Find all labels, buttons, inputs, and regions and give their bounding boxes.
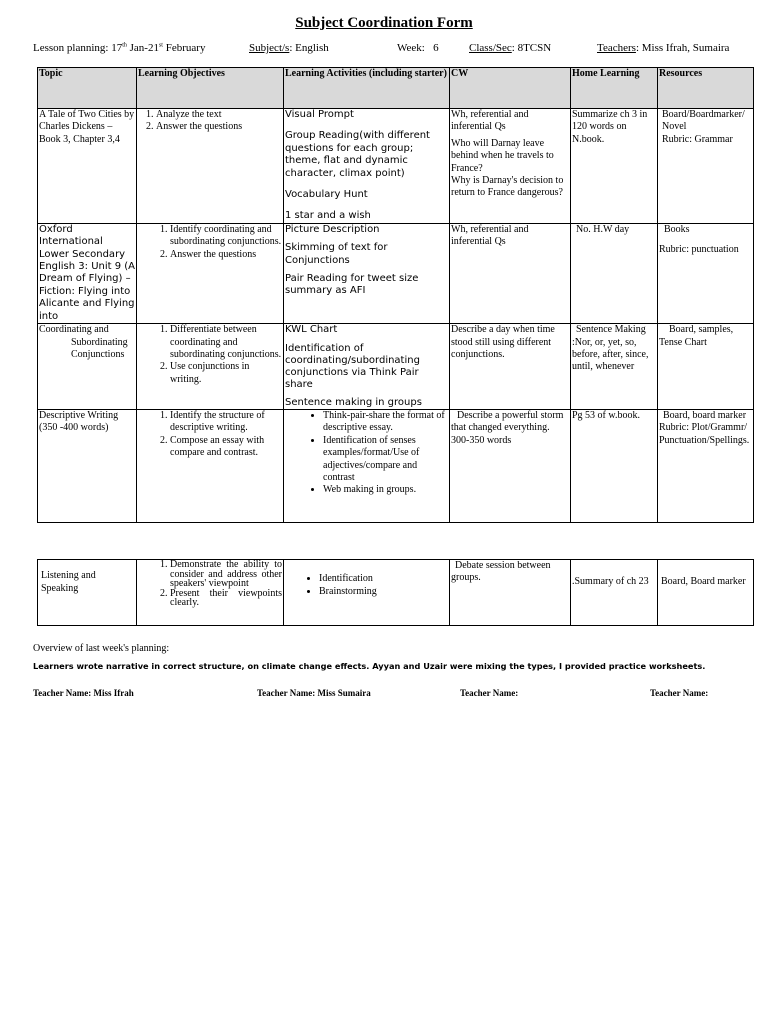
cw-line: Who will Darnay leave behind when he travels to France?: [451, 137, 554, 174]
activity-item: • Think-pair-share the format of descriptive essay.: [323, 410, 448, 435]
activities-cell: [284, 560, 450, 626]
cw-cell: Wh, referential and inferential Qs: [450, 223, 571, 323]
column-header-home-learning: Home Learning: [571, 68, 658, 109]
activity-item: Identification of coordinating/subordinating conjunctions via Think Pair share: [285, 342, 420, 390]
lesson-planning-dates: Lesson planning: 17th Jan-21st February: [33, 42, 206, 54]
activity-item: Picture Description: [285, 223, 380, 235]
resource-line: Board/Boardmarker/ Novel: [662, 109, 745, 133]
cw-text: Debate session between groups.: [451, 560, 551, 584]
resource-line: Books: [664, 223, 690, 235]
objective-item: 1. Demonstrate the ability to consider and address other speakers' viewpoint: [170, 560, 282, 589]
activities-cell: [284, 109, 450, 224]
objective-item: 1. Identify coordinating and subordinating conjunctions.: [170, 224, 282, 249]
activity-item: Sentence making in groups: [285, 396, 422, 408]
activity-item: • Identification: [319, 573, 448, 585]
teacher-name-2: Teacher Name: Miss Sumaira: [257, 688, 371, 698]
home-learning-cell: [571, 223, 658, 323]
resources-cell: [658, 223, 754, 323]
teacher-name-3: Teacher Name:: [460, 688, 519, 698]
objectives-cell: [137, 409, 284, 522]
activity-item: Skimming of text for Conjunctions: [285, 242, 388, 266]
table-row: [38, 324, 754, 410]
cw-line: 300-350 words: [451, 434, 512, 446]
objective-item: 1. Identify the structure of descriptive writing.: [170, 410, 282, 435]
overview-text: Learners wrote narrative in correct structure, on climate change effects. Ayyan and Uzair were mixing the types, I provided practice worksheets.: [33, 661, 706, 671]
resource-text: Board, samples, Tense Chart: [659, 324, 734, 348]
activity-item: Vocabulary Hunt: [285, 189, 368, 201]
activity-item: Pair Reading for tweet size summary as AFI: [285, 273, 419, 297]
week-field: Week: 6: [397, 42, 439, 54]
activity-item: Visual Prompt: [285, 109, 354, 120]
activity-item: Group Reading(with different questions for each group; theme, flat and dynamic character, climax point): [285, 130, 430, 179]
subject-field: Subject/s: English: [249, 42, 329, 54]
class-section-field: Class/Sec: 8TCSN: [469, 42, 552, 54]
objectives-cell: [137, 324, 284, 410]
table-row: [38, 109, 754, 224]
objectives-cell: [137, 560, 284, 626]
topic-cell: [38, 324, 137, 410]
objective-item: 2. Use conjunctions in writing.: [170, 361, 282, 386]
resources-cell: [658, 109, 754, 224]
resource-line: Board, board marker: [663, 409, 747, 421]
table-header-row: [38, 68, 754, 109]
cw-line: Why is Darnay's decision to return to France dangerous?: [451, 175, 564, 199]
cw-line: Wh, referential and inferential Qs: [451, 109, 529, 133]
overview-label: Overview of last week's planning:: [33, 643, 170, 654]
cw-cell: Describe a day when time stood still using different conjunctions.: [450, 324, 571, 410]
topic-line: Subordinating: [71, 336, 128, 348]
column-header-resources: Resources: [658, 68, 754, 109]
cw-cell: [450, 109, 571, 224]
teachers-field: Teachers: Miss Ifrah, Sumaira: [597, 42, 730, 54]
cw-cell: [450, 560, 571, 626]
home-learning-cell: Summarize ch 3 in 120 words on N.book.: [571, 109, 658, 224]
table-row: [38, 409, 754, 522]
page-title: Subject Coordination Form: [295, 15, 473, 31]
activity-item: • Identification of senses examples/format/Use of adjectives/compare and contrast: [323, 435, 448, 485]
objective-item: 2. Compose an essay with compare and contrast.: [170, 435, 282, 460]
activities-cell: [284, 324, 450, 410]
cw-line: Describe a powerful storm that changed everything.: [451, 409, 564, 434]
resource-line: Rubric: punctuation: [659, 244, 739, 256]
home-learning-text: Sentence Making :Nor, or, yet, so, before, after, since, until, whenever: [572, 324, 649, 373]
topic-cell: Descriptive Writing (350 -400 words): [38, 409, 137, 522]
activity-item: • Web making in groups.: [323, 484, 448, 496]
objective-item: 2. Present their viewpoints clearly.: [170, 589, 282, 608]
objective-item: 1. Differentiate between coordinating and subordinating conjunctions.: [170, 324, 282, 361]
column-header-topic: Topic: [38, 68, 137, 109]
topic-line: Coordinating and: [39, 324, 109, 336]
topic-cell: Listening and Speaking: [38, 560, 137, 626]
planning-table: [37, 67, 754, 523]
objective-item: 2. Answer the questions: [170, 249, 282, 261]
topic-cell: Oxford International Lower Secondary English 3: Unit 9 (A Dream of Flying) – Fiction: Flying into Alicante and Flying into: [39, 223, 136, 322]
table-row: [38, 560, 754, 626]
table-row: [38, 223, 754, 323]
cw-cell: [450, 409, 571, 522]
planning-table-continued: [37, 559, 754, 626]
activities-cell: [284, 223, 450, 323]
column-header-objectives: Learning Objectives: [137, 68, 284, 109]
activities-cell: [284, 409, 450, 522]
resources-cell: [658, 324, 754, 410]
objective-item: 1. Analyze the text: [156, 109, 282, 121]
teacher-name-4: Teacher Name:: [650, 688, 709, 698]
resource-line: Rubric: Plot/Grammr/Punctuation/Spellings.: [659, 422, 750, 446]
objectives-cell: [137, 109, 284, 224]
topic-cell: A Tale of Two Cities by Charles Dickens – Book 3, Chapter 3,4: [38, 109, 137, 224]
activity-item: KWL Chart: [285, 324, 338, 336]
resource-line: Rubric: Grammar: [662, 133, 733, 145]
resources-cell: Board, Board marker: [658, 560, 754, 626]
objectives-cell: [137, 223, 284, 323]
column-header-activities: Learning Activities (including starter): [284, 68, 450, 109]
resources-cell: [658, 409, 754, 522]
column-header-cw: CW: [450, 68, 571, 109]
home-learning-cell: .Summary of ch 23: [571, 560, 658, 626]
topic-line: Conjunctions: [71, 348, 125, 360]
objective-item: 2. Answer the questions: [156, 121, 282, 133]
home-learning-cell: Pg 53 of w.book.: [571, 409, 658, 522]
teacher-name-1: Teacher Name: Miss Ifrah: [33, 688, 134, 698]
activity-item: • Brainstorming: [319, 586, 448, 598]
activity-item: 1 star and a wish: [285, 210, 371, 222]
home-learning-text: No. H.W day: [576, 223, 630, 235]
home-learning-cell: [571, 324, 658, 410]
